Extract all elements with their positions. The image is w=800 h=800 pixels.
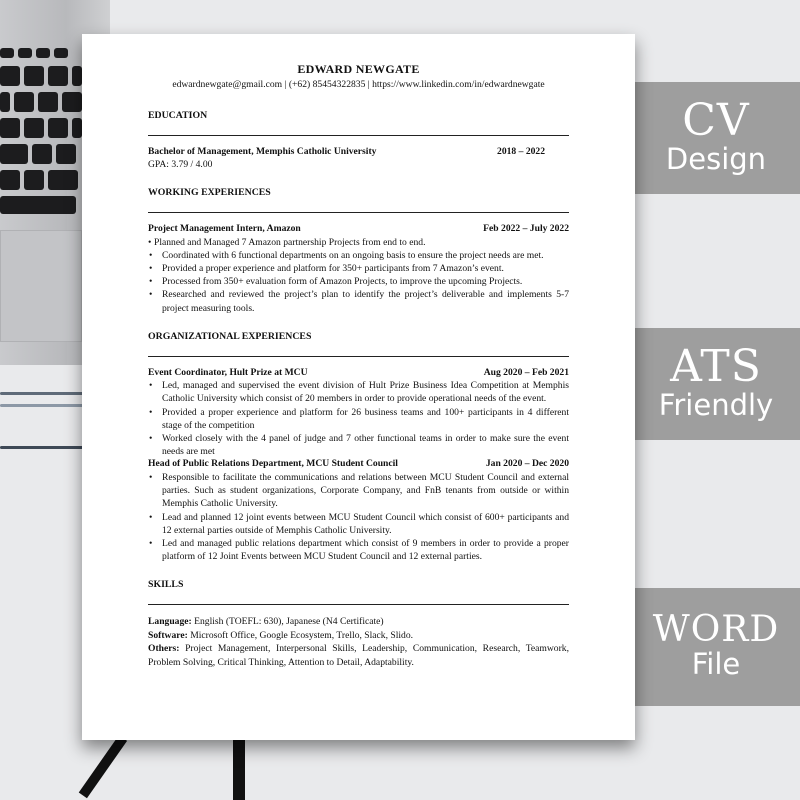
- list-item: • Responsible to facilitate the communications and relations between MCU Student Council and external parties. Such as student organizations, Corporate Company, and FnB tenants from outside or within Memphis Catholic University.: [148, 471, 569, 511]
- skills-software: [148, 629, 569, 642]
- cable-decoration: [233, 738, 245, 800]
- skills-others-value: Project Management, Interpersonal Skills, Leadership, Communication, Research, Teamwork, Problem Solving, Critical Thinking, Attention to Detail, Adaptability.: [148, 643, 569, 668]
- skills-others-label: Others:: [148, 643, 180, 655]
- list-item: • Worked closely with the 4 panel of judge and 7 other functional teams in order to make sure the event needs are met: [148, 432, 569, 458]
- banner-subtitle: File: [691, 647, 741, 682]
- education-dates: 2018 – 2022: [497, 146, 545, 157]
- list-item: • Coordinated with 6 functional departments on an ongoing basis to ensure the project needs are met.: [148, 249, 569, 262]
- banner-title: ATS: [670, 341, 762, 393]
- skills-software-value: Microsoft Office, Google Ecosystem, Trello, Slack, Slido.: [187, 629, 414, 641]
- list-item: • Processed from 350+ evaluation form of Amazon Projects, to improve the upcoming Projects.: [148, 275, 569, 288]
- org-role-title: Head of Public Relations Department, MCU Student Council: [148, 458, 398, 470]
- list-item: • Led and managed public relations department which consist of 9 members in order to provide a proper platform of 12 Joint Events between MCU Student Council and 12 external parties.: [148, 537, 569, 563]
- org-role-bullets: [148, 379, 569, 458]
- work-row: [148, 223, 569, 236]
- skills-others: [148, 642, 569, 669]
- section-heading-organizational: ORGANIZATIONAL EXPERIENCES: [148, 330, 312, 342]
- education-degree: Bachelor of Management, Memphis Catholic University: [148, 146, 377, 157]
- list-item: • Planned and Managed 7 Amazon partnership Projects from end to end.: [148, 236, 569, 249]
- section-divider: [148, 356, 569, 357]
- skills-language: [148, 615, 569, 628]
- section-divider: [148, 604, 569, 605]
- list-item: • Lead and planned 12 joint events between MCU Student Council which consist of 600+ participants and 12 external parties outside of Memphis Catholic University.: [148, 511, 569, 537]
- banner-title: CV: [682, 95, 750, 147]
- resume-contact: edwardnewgate@gmail.com | (+62) 85454322835 | https://www.linkedin.com/in/edwardnewgate: [172, 79, 545, 90]
- list-item: • Provided a proper experience and platform for 26 business teams and 100+ participants in 4 different stage of the competition: [148, 406, 569, 432]
- banner-cv-design: [632, 82, 800, 194]
- resume-name: EDWARD NEWGATE: [297, 62, 420, 76]
- list-item: • Led, managed and supervised the event division of Hult Prize Business Idea Competition at Memphis Catholic University which consist of 20 members in order to provide operational needs of the event.: [148, 379, 569, 405]
- section-divider: [148, 135, 569, 136]
- banner-subtitle: Design: [665, 142, 767, 177]
- org-role-row: [148, 367, 569, 380]
- org-role-dates: Aug 2020 – Feb 2021: [483, 366, 569, 378]
- section-heading-work: WORKING EXPERIENCES: [148, 187, 271, 198]
- skills-software-label: Software:: [148, 629, 188, 641]
- laptop-trackpad: [0, 230, 82, 342]
- section-heading-skills: SKILLS: [148, 579, 184, 591]
- skills-language-label: Language:: [148, 616, 192, 628]
- banner-word-file: [632, 588, 800, 706]
- org-role-title: Event Coordinator, Hult Prize at MCU: [148, 366, 308, 378]
- work-bullets: [148, 236, 569, 315]
- list-item: • Provided a proper experience and platform for 350+ participants from 7 Amazon’s event.: [148, 262, 569, 275]
- education-gpa: GPA: 3.79 / 4.00: [148, 158, 213, 170]
- work-dates: Feb 2022 – July 2022: [483, 223, 569, 234]
- section-heading-education: EDUCATION: [148, 110, 208, 121]
- pen-decoration: [0, 446, 92, 449]
- org-role-dates: Jan 2020 – Dec 2020: [485, 458, 569, 470]
- resume-page: [82, 34, 635, 740]
- work-title: Project Management Intern, Amazon: [148, 223, 301, 234]
- pen-decoration: [0, 392, 95, 395]
- banner-ats-friendly: [632, 328, 800, 440]
- section-divider: [148, 212, 569, 213]
- banner-subtitle: Friendly: [658, 388, 774, 423]
- banner-title: WORD: [652, 609, 780, 651]
- cable-decoration: [79, 735, 127, 798]
- laptop-keyboard: [0, 48, 82, 216]
- pen-decoration: [0, 404, 95, 407]
- skills-language-value: English (TOEFL: 630), Japanese (N4 Certificate): [191, 616, 384, 628]
- list-item: • Researched and reviewed the project’s plan to identify the project’s deliverable and implements 5-7 project measuring tools.: [148, 288, 569, 314]
- org-role-row: [148, 458, 569, 471]
- education-row: [148, 146, 569, 159]
- org-role-bullets: [148, 471, 569, 563]
